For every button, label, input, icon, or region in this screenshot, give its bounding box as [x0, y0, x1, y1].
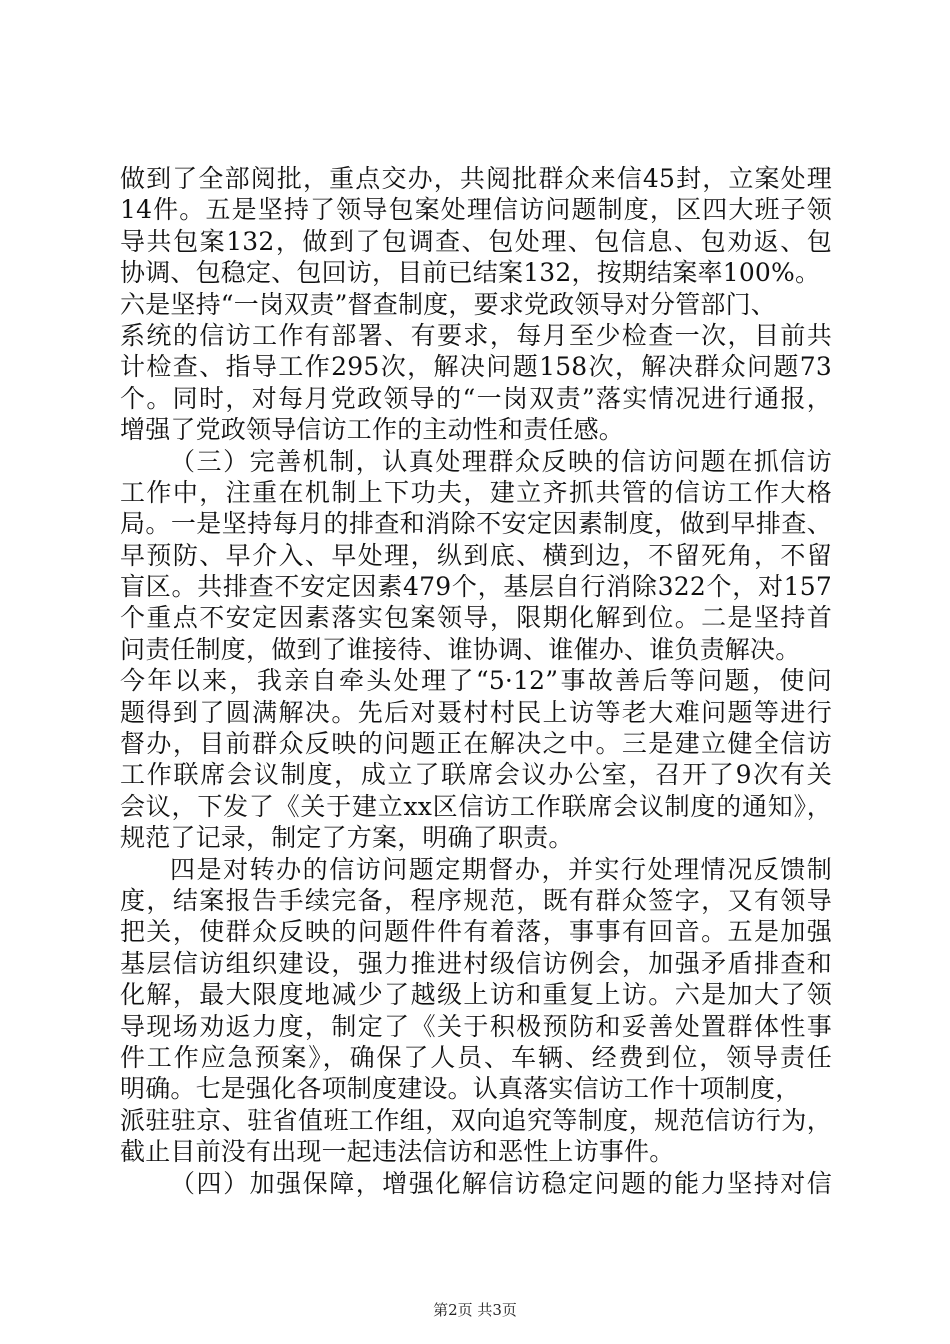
- text-line: 会议，下发了《关于建立xx区信访工作联席会议制度的通知》，: [120, 791, 832, 821]
- text-line: 计检查、指导工作295次，解决问题158次，解决群众问题73: [120, 352, 832, 382]
- text-line: 化解，最大限度地减少了越级上访和重复上访。六是加大了领: [120, 980, 832, 1010]
- text-line: 系统的信访工作有部署、有要求，每月至少检查一次，目前共: [120, 320, 832, 350]
- text-line: 个。同时，对每月党政领导的“一岗双责”落实情况进行通报，: [120, 383, 832, 413]
- text-line: 工作中，注重在机制上下功夫，建立齐抓共管的信访工作大格: [120, 477, 832, 507]
- text-line: 规范了记录，制定了方案，明确了职责。: [120, 823, 574, 853]
- page-footer: 第2页 共3页: [433, 1301, 517, 1319]
- text-line: 明确。七是强化各项制度建设。认真落实信访工作十项制度，: [120, 1074, 801, 1104]
- text-line: 14件。五是坚持了领导包案处理信访问题制度，区四大班子领: [120, 195, 832, 225]
- text-line: 题得到了圆满解决。先后对聂村村民上访等老大难问题等进行: [120, 697, 832, 727]
- text-line: 早预防、早介入、早处理，纵到底、横到边，不留死角，不留: [120, 540, 832, 570]
- text-line: （四）加强保障，增强化解信访稳定问题的能力坚持对信: [170, 1168, 832, 1198]
- text-line: 今年以来，我亲自牵头处理了“5·12”事故善后等问题，使问: [120, 666, 832, 696]
- text-line: 件工作应急预案》，确保了人员、车辆、经费到位，领导责任: [120, 1042, 832, 1072]
- text-line: 导现场劝返力度，制定了《关于积极预防和妥善处置群体性事: [120, 1011, 832, 1041]
- text-line: 做到了全部阅批，重点交办，共阅批群众来信45封，立案处理: [120, 164, 832, 193]
- text-line: 截止目前没有出现一起违法信访和恶性上访事件。: [120, 1137, 675, 1167]
- text-line: 基层信访组织建设，强力推进村级信访例会，加强矛盾排查和: [120, 948, 832, 978]
- text-line: 问责任制度，做到了谁接待、谁协调、谁催办、谁负责解决。: [120, 634, 801, 664]
- document-body: [120, 163, 832, 1199]
- text-line: 个重点不安定因素落实包案领导，限期化解到位。二是坚持首: [120, 603, 832, 633]
- text-line: 督办，目前群众反映的问题正在解决之中。三是建立健全信访: [120, 729, 832, 759]
- text-line: 派驻驻京、驻省值班工作组，双向追究等制度，规范信访行为，: [120, 1105, 832, 1135]
- text-line: 局。一是坚持每月的排查和消除不安定因素制度，做到早排查、: [120, 509, 832, 539]
- text-line: （三）完善机制，认真处理群众反映的信访问题在抓信访: [170, 446, 832, 476]
- text-line: 协调、包稳定、包回访，目前已结案132，按期结案率100%。: [120, 258, 821, 288]
- text-line: 度，结案报告手续完备，程序规范，既有群众签字，又有领导: [120, 885, 832, 915]
- text-line: 把关，使群众反映的问题件件有着落，事事有回音。五是加强: [120, 917, 832, 947]
- text-line: 盲区。共排查不安定因素479个，基层自行消除322个，对157: [120, 572, 832, 602]
- text-line: 四是对转办的信访问题定期督办，并实行处理情况反馈制: [170, 854, 832, 884]
- text-line: 导共包案132，做到了包调查、包处理、包信息、包劝返、包: [120, 226, 832, 256]
- text-line: 六是坚持“一岗双责”督查制度，要求党政领导对分管部门、: [120, 289, 776, 319]
- text-line: 工作联席会议制度，成立了联席会议办公室，召开了9次有关: [120, 760, 832, 790]
- text-line: 增强了党政领导信访工作的主动性和责任感。: [120, 415, 625, 445]
